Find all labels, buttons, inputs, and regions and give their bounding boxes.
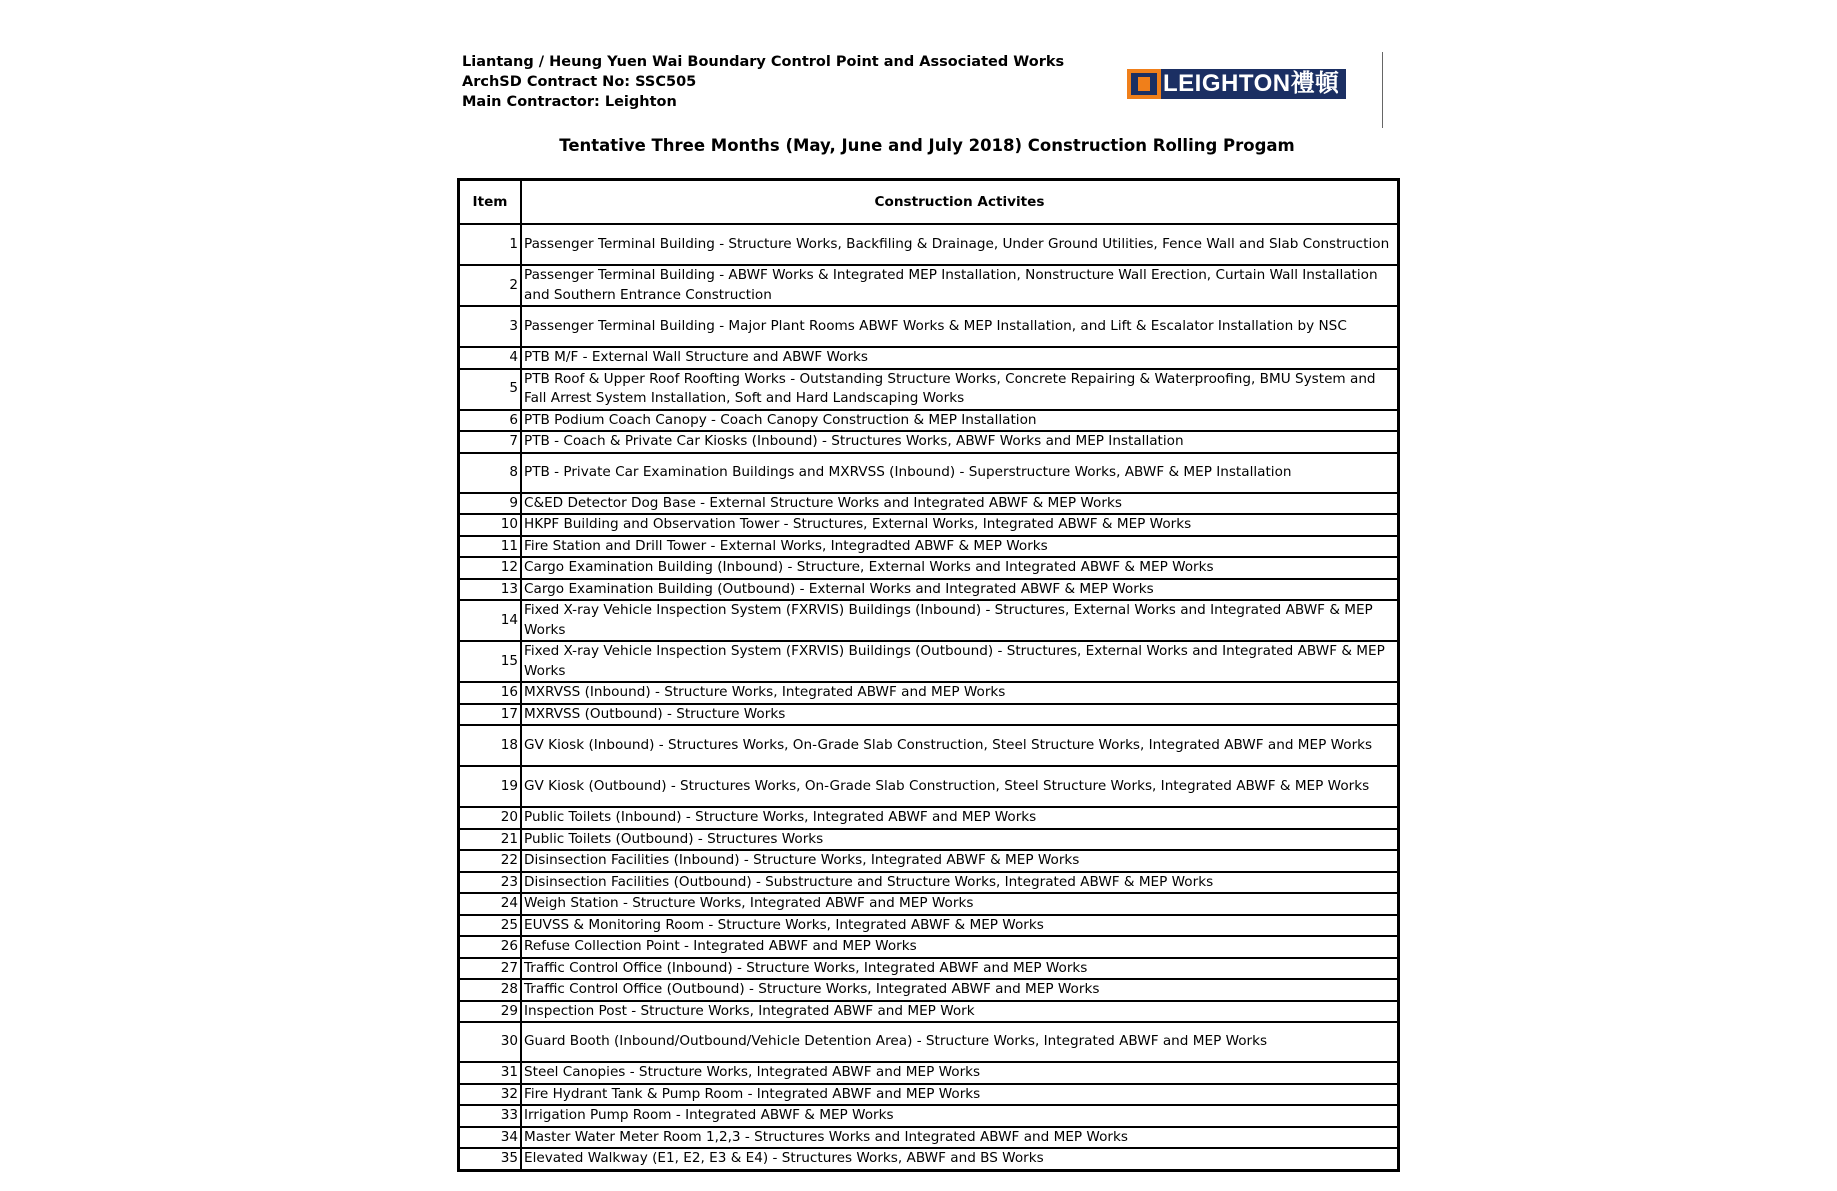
column-header-item: Item (459, 180, 522, 225)
table-row (459, 850, 1399, 872)
table-row (459, 725, 1399, 766)
item-number: 18 (459, 725, 522, 766)
item-number: 13 (459, 579, 522, 601)
activity-description: Weigh Station - Structure Works, Integrated ABWF and MEP Works (521, 893, 1399, 915)
activity-description: Fire Hydrant Tank & Pump Room - Integrated ABWF and MEP Works (521, 1084, 1399, 1106)
activity-description: Traffic Control Office (Outbound) - Structure Works, Integrated ABWF and MEP Works (521, 979, 1399, 1001)
item-number: 9 (459, 493, 522, 515)
table-row (459, 536, 1399, 558)
activity-description: Traffic Control Office (Inbound) - Structure Works, Integrated ABWF and MEP Works (521, 958, 1399, 980)
activity-description: EUVSS & Monitoring Room - Structure Works, Integrated ABWF & MEP Works (521, 915, 1399, 937)
table-row (459, 265, 1399, 306)
item-number: 17 (459, 704, 522, 726)
item-number: 14 (459, 600, 522, 641)
table-header-row (459, 180, 1399, 225)
activity-description: Cargo Examination Building (Inbound) - Structure, External Works and Integrated ABWF & MEP Works (521, 557, 1399, 579)
activity-description: MXRVSS (Outbound) - Structure Works (521, 704, 1399, 726)
activity-description: PTB - Coach & Private Car Kiosks (Inbound) - Structures Works, ABWF Works and MEP Installation (521, 431, 1399, 453)
activity-description: Passenger Terminal Building - ABWF Works & Integrated MEP Installation, Nonstructure Wall Erection, Curtain Wall Installation and Southern Entrance Construction (521, 265, 1399, 306)
table-row (459, 579, 1399, 601)
activity-description: Disinsection Facilities (Outbound) - Substructure and Structure Works, Integrated ABWF & MEP Works (521, 872, 1399, 894)
leighton-logo-text: LEIGHTON禮頓 (1161, 69, 1346, 99)
activity-description: Fire Station and Drill Tower - External Works, Integradted ABWF & MEP Works (521, 536, 1399, 558)
table-row (459, 766, 1399, 807)
activity-description: Steel Canopies - Structure Works, Integrated ABWF and MEP Works (521, 1062, 1399, 1084)
table-row (459, 600, 1399, 641)
activity-description: Fixed X-ray Vehicle Inspection System (FXRVIS) Buildings (Outbound) - Structures, External Works and Integrated ABWF & MEP Works (521, 641, 1399, 682)
item-number: 27 (459, 958, 522, 980)
activity-description: PTB Roof & Upper Roof Roofting Works - Outstanding Structure Works, Concrete Repairing & Waterproofing, BMU System and Fall Arrest System Installation, Soft and Hard Landscaping Works (521, 369, 1399, 410)
table-row (459, 306, 1399, 347)
item-number: 31 (459, 1062, 522, 1084)
table-row (459, 893, 1399, 915)
main-contractor: Main Contractor: Leighton (462, 94, 677, 110)
item-number: 32 (459, 1084, 522, 1106)
table-row (459, 872, 1399, 894)
document-header (462, 52, 1064, 112)
leighton-logo-mark-icon (1127, 69, 1161, 99)
item-number: 33 (459, 1105, 522, 1127)
table-row (459, 224, 1399, 265)
column-header-activities: Construction Activites (521, 180, 1399, 225)
item-number: 15 (459, 641, 522, 682)
item-number: 23 (459, 872, 522, 894)
activity-description: PTB - Private Car Examination Buildings and MXRVSS (Inbound) - Superstructure Works, ABWF & MEP Installation (521, 453, 1399, 493)
item-number: 29 (459, 1001, 522, 1023)
table-row (459, 1062, 1399, 1084)
table-row (459, 641, 1399, 682)
item-number: 21 (459, 829, 522, 851)
item-number: 25 (459, 915, 522, 937)
contract-number: ArchSD Contract No: SSC505 (462, 74, 697, 90)
table-row (459, 410, 1399, 432)
table-row (459, 829, 1399, 851)
activity-description: Refuse Collection Point - Integrated ABWF and MEP Works (521, 936, 1399, 958)
header-divider (1382, 52, 1383, 128)
table-row (459, 514, 1399, 536)
table-row (459, 979, 1399, 1001)
activity-description: GV Kiosk (Outbound) - Structures Works, On-Grade Slab Construction, Steel Structure Works, Integrated ABWF & MEP Works (521, 766, 1399, 807)
item-number: 12 (459, 557, 522, 579)
project-name: Liantang / Heung Yuen Wai Boundary Control Point and Associated Works (462, 54, 1065, 70)
table-body (459, 224, 1399, 1170)
table-row (459, 704, 1399, 726)
activity-description: Master Water Meter Room 1,2,3 - Structures Works and Integrated ABWF and MEP Works (521, 1127, 1399, 1149)
activity-description: Disinsection Facilities (Inbound) - Structure Works, Integrated ABWF & MEP Works (521, 850, 1399, 872)
activities-table (457, 178, 1400, 1172)
item-number: 4 (459, 347, 522, 369)
table-row (459, 493, 1399, 515)
table-row (459, 1105, 1399, 1127)
activity-description: Passenger Terminal Building - Structure Works, Backfiling & Drainage, Under Ground Utilities, Fence Wall and Slab Construction (521, 224, 1399, 265)
item-number: 16 (459, 682, 522, 704)
item-number: 35 (459, 1148, 522, 1170)
item-number: 30 (459, 1022, 522, 1062)
item-number: 19 (459, 766, 522, 807)
item-number: 2 (459, 265, 522, 306)
document-title: Tentative Three Months (May, June and July 2018) Construction Rolling Progam (559, 136, 1295, 155)
activity-description: PTB M/F - External Wall Structure and ABWF Works (521, 347, 1399, 369)
activity-description: Public Toilets (Inbound) - Structure Works, Integrated ABWF and MEP Works (521, 807, 1399, 829)
item-number: 22 (459, 850, 522, 872)
table-row (459, 1084, 1399, 1106)
item-number: 10 (459, 514, 522, 536)
item-number: 26 (459, 936, 522, 958)
table-row (459, 958, 1399, 980)
table-row (459, 453, 1399, 493)
activity-description: Public Toilets (Outbound) - Structures Works (521, 829, 1399, 851)
item-number: 20 (459, 807, 522, 829)
table-row (459, 915, 1399, 937)
item-number: 34 (459, 1127, 522, 1149)
table-row (459, 1022, 1399, 1062)
leighton-logo (1123, 62, 1385, 106)
activity-description: Elevated Walkway (E1, E2, E3 & E4) - Structures Works, ABWF and BS Works (521, 1148, 1399, 1170)
item-number: 7 (459, 431, 522, 453)
activity-description: MXRVSS (Inbound) - Structure Works, Integrated ABWF and MEP Works (521, 682, 1399, 704)
activity-description: Irrigation Pump Room - Integrated ABWF & MEP Works (521, 1105, 1399, 1127)
table-row (459, 1001, 1399, 1023)
activity-description: Inspection Post - Structure Works, Integrated ABWF and MEP Work (521, 1001, 1399, 1023)
activity-description: HKPF Building and Observation Tower - Structures, External Works, Integrated ABWF & MEP Works (521, 514, 1399, 536)
item-number: 6 (459, 410, 522, 432)
activity-description: Fixed X-ray Vehicle Inspection System (FXRVIS) Buildings (Inbound) - Structures, External Works and Integrated ABWF & MEP Works (521, 600, 1399, 641)
table-row (459, 682, 1399, 704)
activity-description: Guard Booth (Inbound/Outbound/Vehicle Detention Area) - Structure Works, Integrated ABWF and MEP Works (521, 1022, 1399, 1062)
table-row (459, 557, 1399, 579)
table-row (459, 1127, 1399, 1149)
item-number: 11 (459, 536, 522, 558)
table-row (459, 1148, 1399, 1170)
table-row (459, 807, 1399, 829)
item-number: 8 (459, 453, 522, 493)
item-number: 24 (459, 893, 522, 915)
activity-description: GV Kiosk (Inbound) - Structures Works, On-Grade Slab Construction, Steel Structure Works, Integrated ABWF and MEP Works (521, 725, 1399, 766)
item-number: 3 (459, 306, 522, 347)
table-row (459, 936, 1399, 958)
table-row (459, 431, 1399, 453)
item-number: 5 (459, 369, 522, 410)
activity-description: C&ED Detector Dog Base - External Structure Works and Integrated ABWF & MEP Works (521, 493, 1399, 515)
item-number: 28 (459, 979, 522, 1001)
activity-description: Cargo Examination Building (Outbound) - External Works and Integrated ABWF & MEP Works (521, 579, 1399, 601)
item-number: 1 (459, 224, 522, 265)
table-row (459, 369, 1399, 410)
activity-description: Passenger Terminal Building - Major Plant Rooms ABWF Works & MEP Installation, and Lift & Escalator Installation by NSC (521, 306, 1399, 347)
table-row (459, 347, 1399, 369)
activity-description: PTB Podium Coach Canopy - Coach Canopy Construction & MEP Installation (521, 410, 1399, 432)
